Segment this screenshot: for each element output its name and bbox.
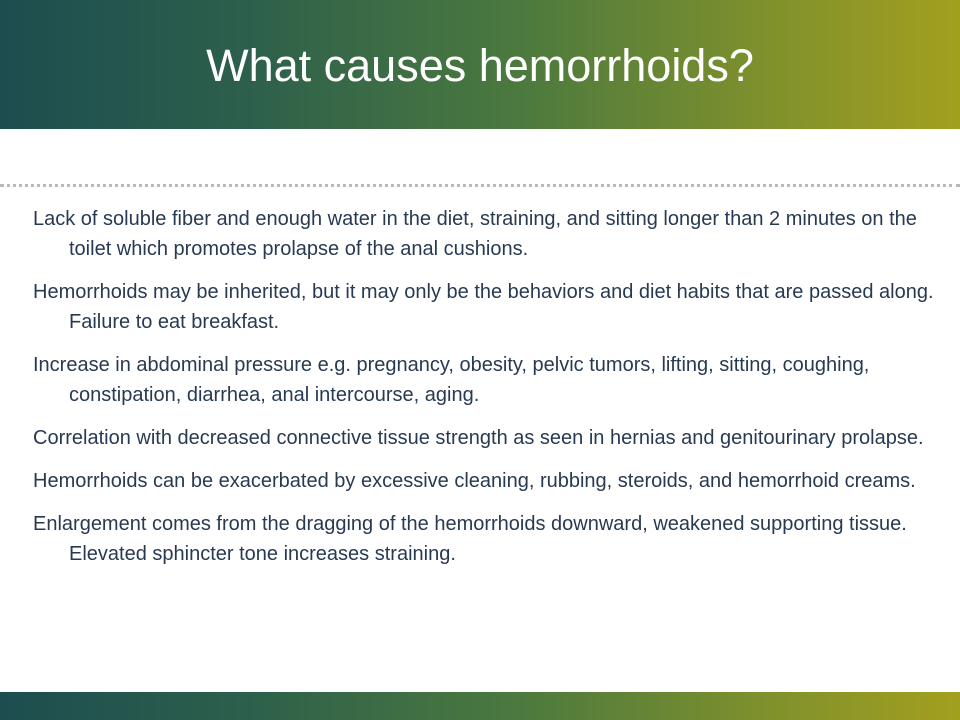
bullet-item-enlargement: Enlargement comes from the dragging of the hemorrhoids downward, weakened supporting tissue. Elevated sphincter tone increases straining. [33, 513, 907, 565]
bullet-item-connective-tissue: Correlation with decreased connective tissue strength as seen in hernias and genitourinary prolapse. [33, 427, 924, 449]
bullet-item-exacerbation: Hemorrhoids can be exacerbated by excessive cleaning, rubbing, steroids, and hemorrhoid creams. [33, 470, 916, 492]
dotted-divider [0, 184, 960, 187]
slide-title: What causes hemorrhoids? [206, 40, 754, 91]
bullet-item-inherited: Hemorrhoids may be inherited, but it may only be the behaviors and diet habits that are passed along. Failure to eat breakfast. [33, 281, 934, 333]
bullet-item-abdominal-pressure: Increase in abdominal pressure e.g. pregnancy, obesity, pelvic tumors, lifting, sitting, coughing, constipation, diarrhea, anal intercourse, aging. [33, 354, 870, 406]
bullet-item-diet: Lack of soluble fiber and enough water in the diet, straining, and sitting longer than 2 minutes on the toilet which promotes prolapse of the anal cushions. [33, 208, 917, 260]
bullet-list [33, 204, 951, 582]
footer-band [0, 692, 960, 720]
